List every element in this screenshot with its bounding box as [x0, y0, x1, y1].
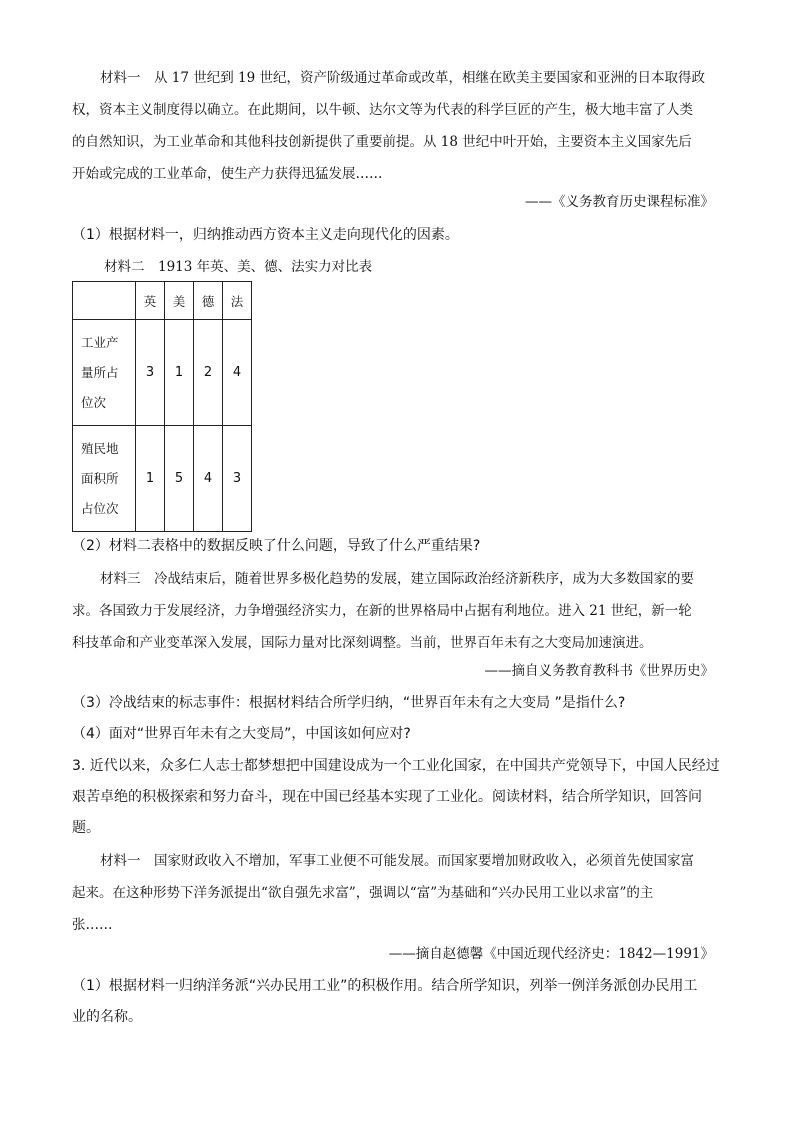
material-1-line-3: 的自然知识，为工业革命和其他科技创新提供了重要前提。从 18 世纪中叶开始，主要资本主义国家先后 — [72, 134, 692, 150]
material-2-title: 材料二 1913 年英、美、德、法实力对比表 — [104, 259, 373, 275]
material-4-line-2: 起来。在这种形势下洋务派提出“欲自强先求富”，强调以“富”为基础和“兴办民用工业以求富”的主 — [72, 885, 654, 901]
material-1-line-1: 材料一 从 17 世纪到 19 世纪，资产阶级通过革命或改革，相继在欧美主要国家和亚洲的日本取得政 — [100, 70, 706, 86]
row-label-colony-area — [73, 426, 136, 532]
material-4-source: ——摘自赵德馨《中国近现代经济史：1842—1991》 — [388, 946, 714, 962]
row-label-line: 占位次 — [81, 500, 119, 516]
table-corner-cell — [73, 282, 136, 320]
row-label-industrial-output — [73, 320, 136, 426]
comparison-table — [72, 281, 252, 532]
row-label-line: 殖民地 — [81, 440, 119, 456]
question-2: （2）材料二表格中的数据反映了什么问题，导致了什么严重结果? — [72, 538, 481, 554]
question-5-line-1: （1）根据材料一归纳洋务派“兴办民用工业”的积极作用。结合所学知识，列举一例洋务派创办民用工 — [72, 978, 698, 994]
table-header-britain: 英 — [136, 282, 165, 320]
table-row — [73, 320, 252, 426]
material-1-line-4: 开始或完成的工业革命，使生产力获得迅猛发展…… — [72, 166, 383, 182]
material-3-line-1: 材料三 冷战结束后，随着世界多极化趋势的发展，建立国际政治经济新秩序，成为大多数国家的要 — [100, 571, 694, 587]
table-header-row — [73, 282, 252, 320]
material-1-line-2: 权，资本主义制度得以确立。在此期间，以牛顿、达尔文等为代表的科学巨匠的产生，极大地丰富了人类 — [72, 102, 693, 118]
table-cell: 4 — [194, 426, 223, 532]
row-label-line: 量所占 — [81, 364, 119, 380]
section-3-line-3: 题。 — [72, 820, 100, 836]
question-5-line-2: 业的名称。 — [72, 1009, 142, 1025]
question-3: （3）冷战结束的标志事件：根据材料结合所学归纳，“世界百年未有之大变局 ”是指什么? — [72, 695, 626, 711]
question-4: （4）面对“世界百年未有之大变局”，中国该如何应对? — [72, 726, 411, 742]
table-cell: 1 — [165, 320, 194, 426]
material-3-source: ——摘自义务教育教科书《世界历史》 — [484, 663, 714, 679]
table-cell: 3 — [223, 426, 252, 532]
section-3-line-1: 3. 近代以来，众多仁人志士都梦想把中国建设成为一个工业化国家，在中国共产党领导下，中国人民经过 — [72, 758, 720, 774]
section-3-line-2: 艰苦卓绝的积极探索和努力奋斗，现在中国已经基本实现了工业化。阅读材料，结合所学知识，回答问 — [72, 789, 702, 805]
material-4-line-3: 张…… — [72, 917, 113, 933]
row-label-line: 面积所 — [81, 470, 119, 486]
table-cell: 5 — [165, 426, 194, 532]
table-cell: 2 — [194, 320, 223, 426]
material-1-source: ——《义务教育历史课程标准》 — [525, 194, 714, 210]
table-header-france: 法 — [223, 282, 252, 320]
table-row — [73, 426, 252, 532]
table-header-germany: 德 — [194, 282, 223, 320]
material-3-line-2: 求。各国致力于发展经济，力争增强经济实力，在新的世界格局中占据有利地位。进入 21 世纪，新一轮 — [72, 603, 692, 619]
table-header-usa: 美 — [165, 282, 194, 320]
table-cell: 1 — [136, 426, 165, 532]
table-cell: 3 — [136, 320, 165, 426]
material-4-line-1: 材料一 国家财政收入不增加，军事工业便不可能发展。而国家要增加财政收入，必须首先使国家富 — [100, 853, 694, 869]
row-label-line: 位次 — [81, 394, 107, 410]
material-3-line-3: 科技革命和产业变革深入发展，国际力量对比深刻调整。当前，世界百年未有之大变局加速演进。 — [72, 635, 653, 651]
question-1: （1）根据材料一，归纳推动西方资本主义走向现代化的因素。 — [72, 227, 459, 243]
row-label-line: 工业产 — [81, 334, 119, 350]
table-cell: 4 — [223, 320, 252, 426]
